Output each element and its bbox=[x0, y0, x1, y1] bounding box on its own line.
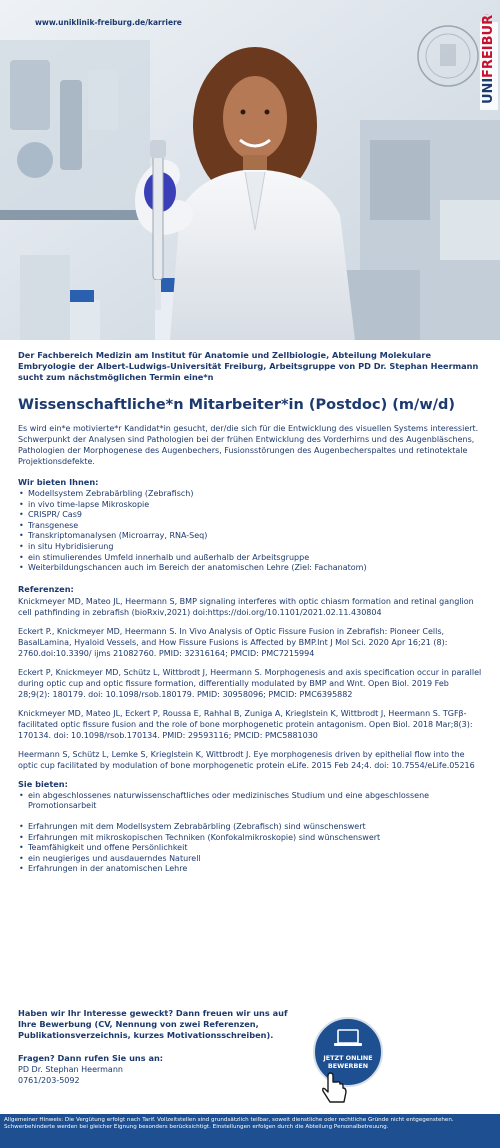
svg-text:FREIBURG: FREIBURG bbox=[481, 14, 496, 78]
list-item: • in situ Hybridisierung bbox=[18, 542, 482, 553]
list-item: • ein stimulierendes Umfeld innerhalb und außerhalb der Arbeitsgruppe bbox=[18, 553, 482, 564]
cta-line2: BEWERBEN bbox=[327, 1062, 369, 1070]
reference-item: Knickmeyer MD, Mateo JL, Heermann S, BMP signaling interferes with optic chiasm formation and retinal ganglion cell pathfinding in zebrafish (bioRxiv,2021) doi:https://doi.org/10.1101/2021.02.11.430804 bbox=[18, 596, 474, 617]
requirements-list-first bbox=[18, 791, 482, 812]
reference-item: Eckert P, Knickmeyer MD, Schütz L, Wittbrodt J, Heermann S. Morphogenesis and axis specification occur in parallel during optic cup and optic fissure formation, differentially modulated by BMP and Wnt. Open Biol. 2019 Feb 28;9(2): 180179. doi: 10.1098/rsob.180179. PMID: 30958096; PMCID: PMC6395882 bbox=[18, 667, 482, 699]
apply-badge[interactable] bbox=[308, 1016, 388, 1108]
list-item: • in vivo time-lapse Mikroskopie bbox=[18, 500, 482, 511]
university-seal-logo bbox=[414, 14, 500, 114]
intro-text: Der Fachbereich Medizin am Institut für Anatomie und Zellbiologie, Abteilung Molekulare Embryologie der Albert-Ludwigs-Universität Freiburg, Arbeitsgruppe von PD Dr. Stephan Heermann sucht zum nächstmöglichen Termin eine*n bbox=[18, 350, 479, 382]
job-posting-body bbox=[18, 350, 482, 875]
list-item: • Erfahrungen mit dem Modellsystem Zebrabärbling (Zebrafisch) sind wünschenswert bbox=[18, 822, 482, 833]
list-item: • Transkriptomanalysen (Microarray, RNA-Seq) bbox=[18, 531, 482, 542]
list-item: • Transgenese bbox=[18, 521, 482, 532]
questions-heading: Fragen? Dann rufen Sie uns an: bbox=[18, 1053, 164, 1063]
cta-line1: JETZT ONLINE bbox=[323, 1054, 373, 1062]
reference-item: Heermann S, Schütz L, Lemke S, Krieglstein K, Wittbrodt J. Eye morphogenesis driven by epithelial flow into the optic cup facilitated by modulation of bone morphogenetic protein eLife. 2015 Feb 24;4. doi: 10.7554/eLife.05216 bbox=[18, 749, 475, 770]
list-item: • Weiterbildungschancen auch im Bereich der anatomischen Lehre (Ziel: Fachanatom) bbox=[18, 563, 482, 574]
list-item: • ein neugieriges und ausdauerndes Naturell bbox=[18, 854, 482, 865]
references-heading: Referenzen: bbox=[18, 583, 74, 594]
svg-text:UNI: UNI bbox=[481, 77, 496, 104]
university-logo bbox=[414, 14, 500, 114]
list-item: • Erfahrungen mit mikroskopischen Techniken (Konfokalmikroskopie) sind wünschenswert bbox=[18, 833, 482, 844]
list-item: • CRISPR/ Cas9 bbox=[18, 510, 482, 521]
requirements-heading: Sie bieten: bbox=[18, 778, 68, 789]
apply-online-button[interactable] bbox=[308, 1016, 388, 1108]
contact-phone[interactable]: 0761/203-5092 bbox=[18, 1076, 80, 1085]
hero-photo bbox=[0, 0, 500, 340]
offer-list bbox=[18, 489, 482, 574]
reference-item: Knickmeyer MD, Mateo JL, Eckert P, Roussa E, Rahhal B, Zuniga A, Krieglstein K, Wittbrodt J, Heermann S. TGFβ-facilitated optic fissure fusion and the role of bone morphogenetic protein antagonism. Open Biol. 2018 Mar;8(3): 170134. doi: 10.1098/rsob.170134. PMID: 29593116; PMCID: PMC5881030 bbox=[18, 708, 473, 740]
list-item: • Erfahrungen in der anatomischen Lehre bbox=[18, 864, 482, 875]
closing-section bbox=[18, 1008, 298, 1086]
requirements-list-second bbox=[18, 822, 482, 875]
interest-text: Haben wir Ihr Interesse geweckt? Dann freuen wir uns auf Ihre Bewerbung (CV, Nennung von zwei Referenzen, Publikationsverzeichnis, kurzes Motivationsschreiben). bbox=[18, 1008, 288, 1040]
list-item: • Teamfähigkeit und offene Persönlichkeit bbox=[18, 843, 482, 854]
contact-name: PD Dr. Stephan Heermann bbox=[18, 1065, 123, 1074]
footer-notice: Allgemeiner Hinweis: Die Vergütung erfolgt nach Tarif. Vollzeitstellen sind grundsätzlich teilbar, soweit dienstliche oder rechtliche Gründe nicht entgegenstehen. Schwerbehinderte werden bei gleicher Eignung besonders berücksichtigt. Einstellungen erfolgen durch die Abteilung Personalbetreuung. bbox=[0, 1114, 500, 1148]
job-title: Wissenschaftliche*n Mitarbeiter*in (Postdoc) (m/w/d) bbox=[18, 397, 456, 413]
job-description: Es wird ein*e motivierte*r Kandidat*in gesucht, der/die sich für die Entwicklung des visuellen Systems interessiert. Schwerpunkt der Analysen sind Pathologien bei der frühen Entwicklung des Vorderhirns und des Augenbläschens, Pathologien der Morphogenese des Augenbechers, Fusionsstörungen des Augenbecherspaltes und retinotektale Projektionsdefekte. bbox=[18, 424, 479, 466]
career-url[interactable]: www.uniklinik-freiburg.de/karriere bbox=[35, 18, 182, 27]
list-item: • Modellsystem Zebrabärbling (Zebrafisch) bbox=[18, 489, 482, 500]
offer-heading: Wir bieten Ihnen: bbox=[18, 477, 99, 487]
list-item: • ein abgeschlossenes naturwissenschaftliches oder medizinisches Studium und eine abgeschlossene Promotionsarbeit bbox=[18, 791, 482, 812]
reference-item: Eckert P., Knickmeyer MD, Heermann S. In Vivo Analysis of Optic Fissure Fusion in Zebrafish: Pioneer Cells, BasalLamina, Hyaloid Vessels, and How Fissure Fusions is Affected by BMP.Int J Mol Sci. 2020 Apr 16;21 (8): 2760.doi:10.3390/ ijms 21082760. PMID: 32316164; PMCID: PMC7215994 bbox=[18, 626, 448, 658]
